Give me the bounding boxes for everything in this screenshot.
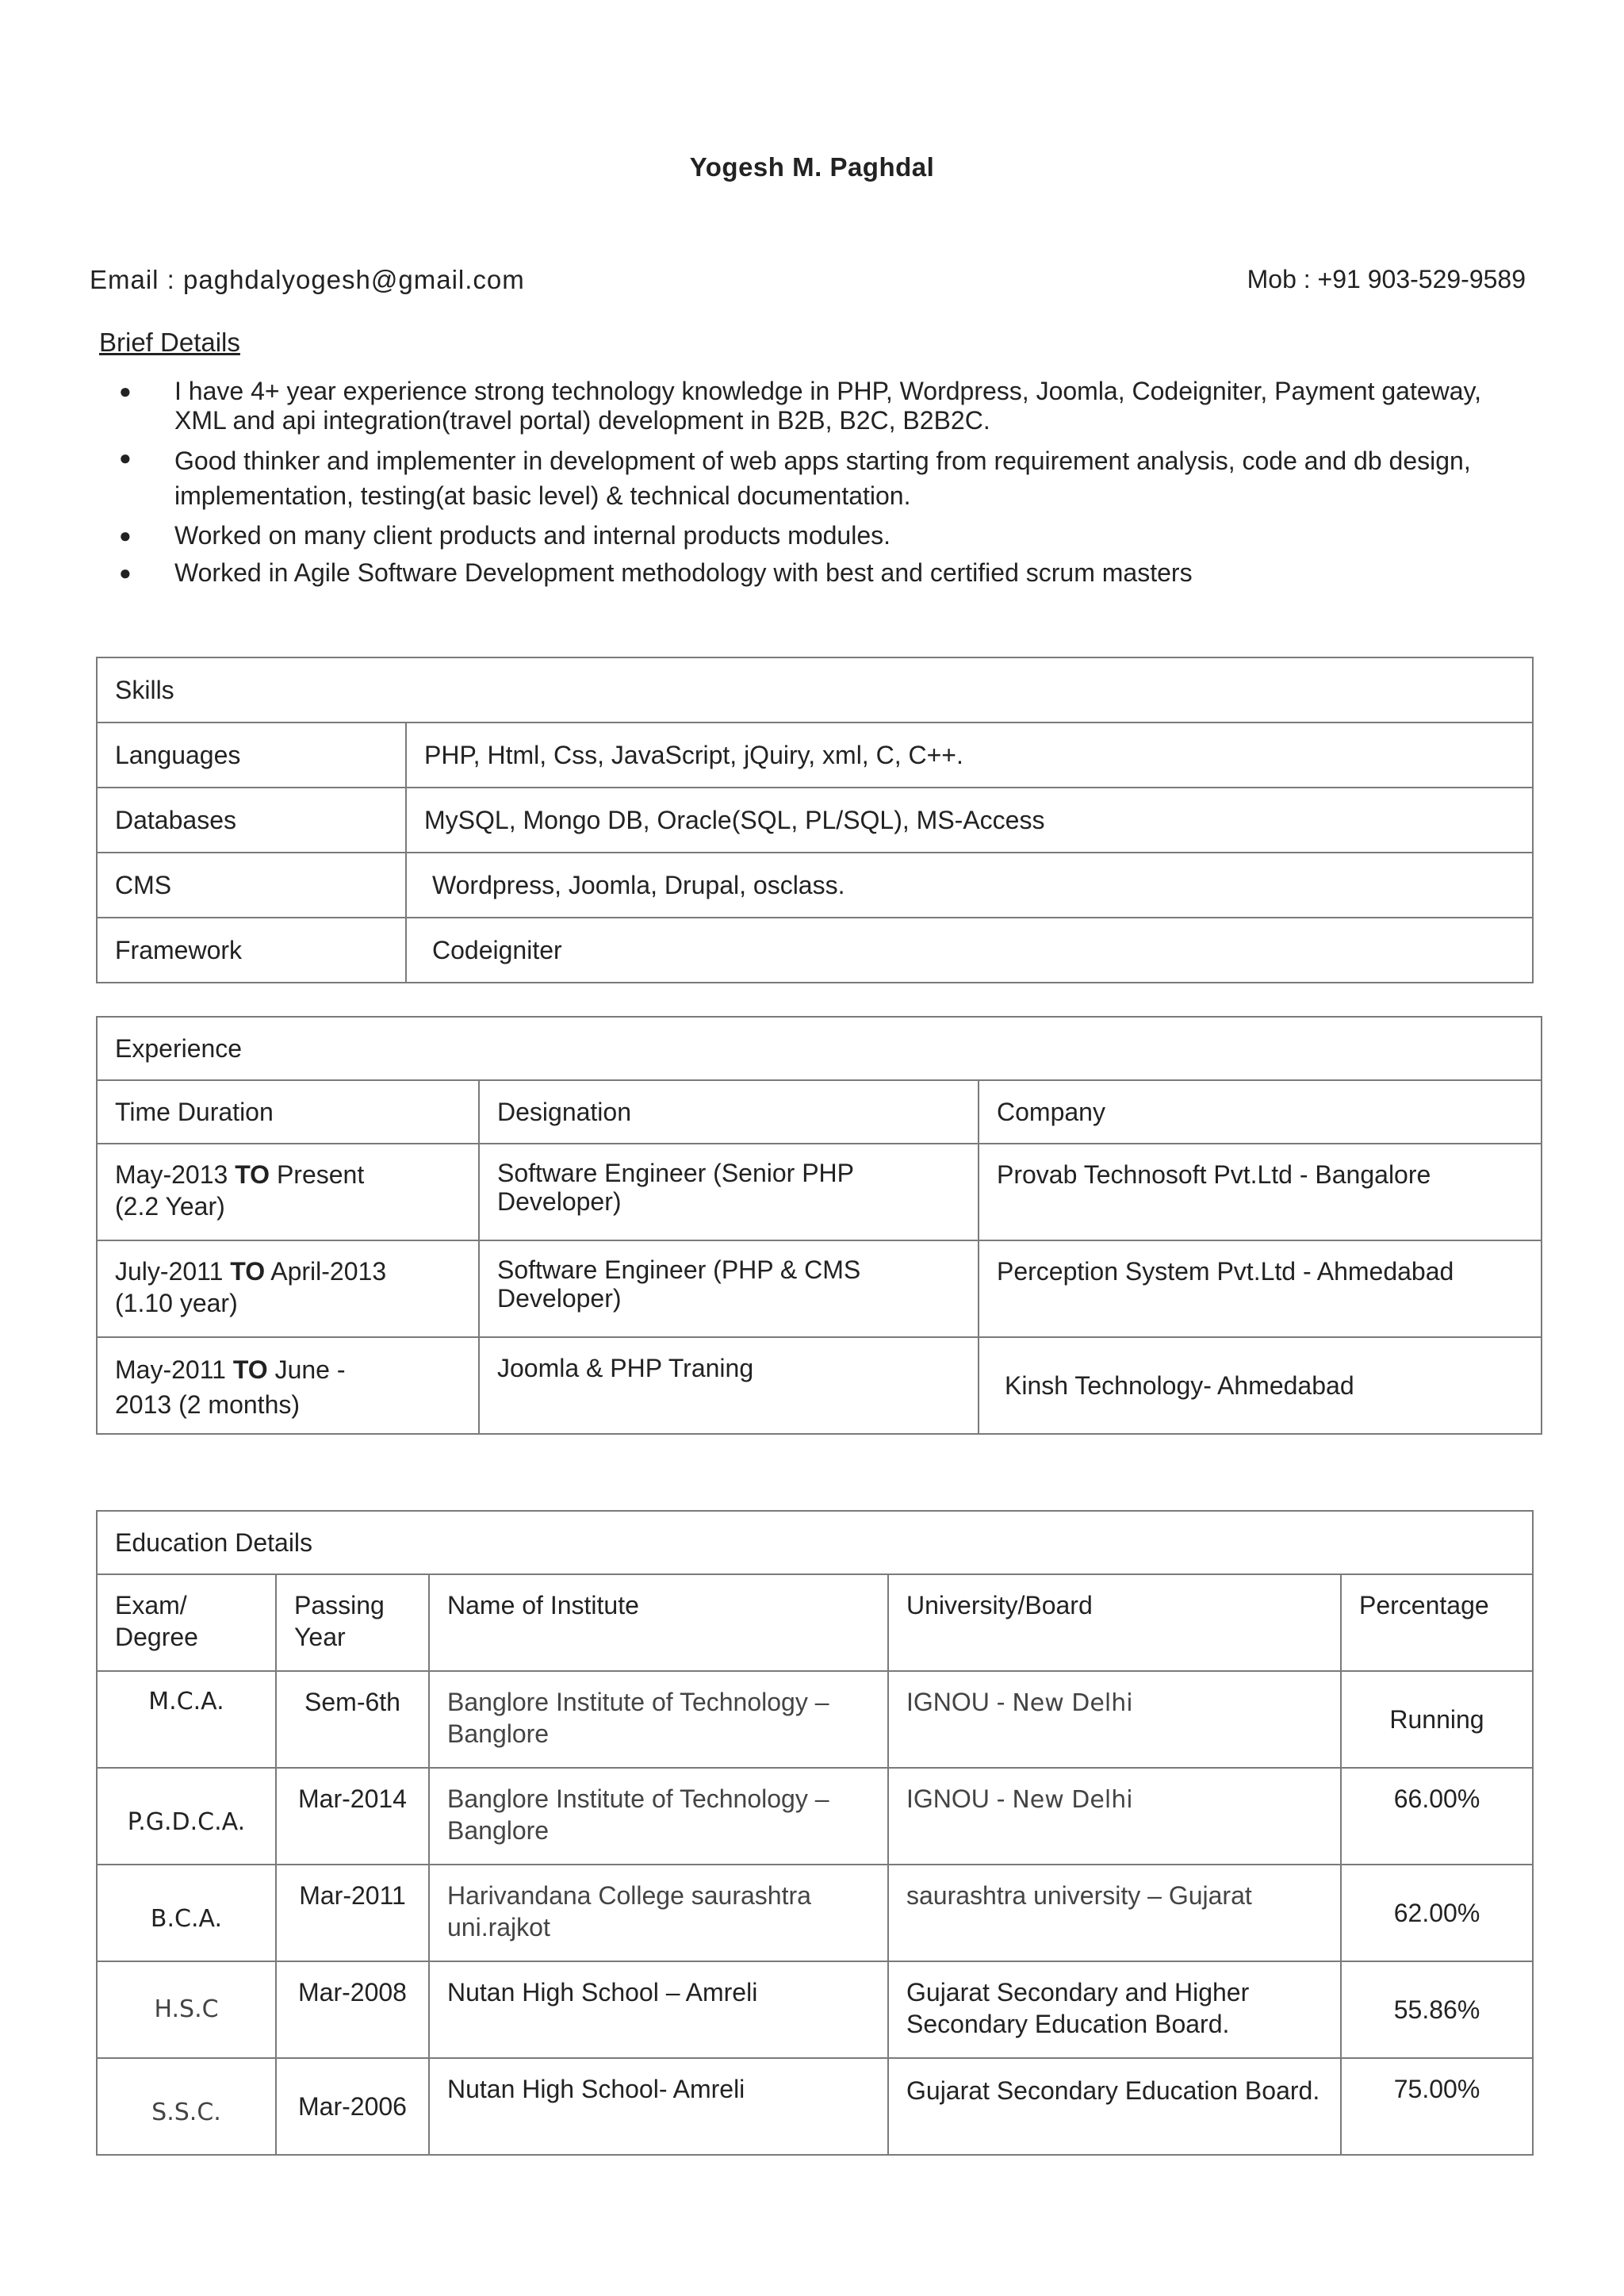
exam-cell: B.C.A. <box>97 1865 276 1961</box>
year-cell: Mar-2011 <box>276 1865 429 1961</box>
skill-value: MySQL, Mongo DB, Oracle(SQL, PL/SQL), MS-Access <box>406 788 1533 853</box>
time-duration-cell: May-2013 TO Present (2.2 Year) <box>97 1144 479 1240</box>
board-cell: IGNOU - New Delhi <box>888 1671 1341 1768</box>
year-cell: Mar-2008 <box>276 1961 429 2058</box>
table-row <box>97 1511 1533 1574</box>
table-row <box>97 1865 1533 1961</box>
designation-cell: Software Engineer (Senior PHP Developer) <box>479 1144 979 1240</box>
year-cell: Sem-6th <box>276 1671 429 1768</box>
table-row <box>97 1337 1542 1434</box>
list-item: ● I have 4+ year experience strong technology knowledge in PHP, Wordpress, Joomla, Codeigniter, Payment gateway, XML and api integration(travel portal) development in B2B, B2C, B2B2C. <box>119 377 1482 435</box>
designation-cell: Software Engineer (PHP & CMS Developer) <box>479 1240 979 1337</box>
skill-value: PHP, Html, Css, JavaScript, jQuiry, xml, C, C++. <box>406 723 1533 788</box>
table-row <box>97 657 1533 723</box>
education-heading: Education Details <box>97 1511 1533 1574</box>
skill-label: Framework <box>97 918 406 983</box>
institute-cell: Banglore Institute of Technology – Banglore <box>429 1671 888 1768</box>
skill-label: Databases <box>97 788 406 853</box>
company-cell: Kinsh Technology- Ahmedabad <box>979 1337 1542 1434</box>
percentage-cell: 75.00% <box>1341 2058 1533 2155</box>
table-row <box>97 1961 1533 2058</box>
board-cell: Gujarat Secondary and Higher Secondary Education Board. <box>888 1961 1341 2058</box>
table-row <box>97 2058 1533 2155</box>
table-row <box>97 1574 1533 1671</box>
board-cell: saurashtra university – Gujarat <box>888 1865 1341 1961</box>
institute-cell: Banglore Institute of Technology –Banglore <box>429 1768 888 1865</box>
percentage-cell: Running <box>1341 1671 1533 1768</box>
table-row <box>97 788 1533 853</box>
brief-details-list <box>119 377 1538 596</box>
table-row <box>97 1768 1533 1865</box>
exam-cell: M.C.A. <box>97 1671 276 1768</box>
percentage-cell: 66.00% <box>1341 1768 1533 1865</box>
experience-heading: Experience <box>97 1017 1542 1080</box>
experience-table <box>96 1016 1542 1435</box>
column-header: Percentage <box>1341 1574 1533 1671</box>
board-cell: IGNOU - New Delhi <box>888 1768 1341 1865</box>
education-table <box>96 1510 1534 2156</box>
company-cell: Provab Technosoft Pvt.Ltd - Bangalore <box>979 1144 1542 1240</box>
column-header: Time Duration <box>97 1080 479 1144</box>
percentage-cell: 55.86% <box>1341 1961 1533 2058</box>
column-header: Designation <box>479 1080 979 1144</box>
column-header: Exam/ Degree <box>97 1574 276 1671</box>
institute-cell: Nutan High School- Amreli <box>429 2058 888 2155</box>
list-item: ● Worked on many client products and internal products modules. <box>119 521 891 550</box>
board-cell: Gujarat Secondary Education Board. <box>888 2058 1341 2155</box>
designation-cell: Joomla & PHP Traning <box>479 1337 979 1434</box>
company-cell: Perception System Pvt.Ltd - Ahmedabad <box>979 1240 1542 1337</box>
table-row <box>97 1144 1542 1240</box>
table-row <box>97 723 1533 788</box>
exam-cell: S.S.C. <box>97 2058 276 2155</box>
skills-table <box>96 657 1534 983</box>
percentage-cell: 62.00% <box>1341 1865 1533 1961</box>
column-header: Name of Institute <box>429 1574 888 1671</box>
table-row <box>97 918 1533 983</box>
time-duration-cell: July-2011 TO April-2013 (1.10 year) <box>97 1240 479 1337</box>
list-item: ● Good thinker and implementer in development of web apps starting from requirement analysis, code and db design, implementation, testing(at basic level) & technical documentation. <box>119 443 1538 513</box>
list-item: ● Worked in Agile Software Development methodology with best and certified scrum masters <box>119 558 1193 587</box>
institute-cell: Harivandana College saurashtra uni.rajkot <box>429 1865 888 1961</box>
table-row <box>97 853 1533 918</box>
column-header: University/Board <box>888 1574 1341 1671</box>
year-cell: Mar-2006 <box>276 2058 429 2155</box>
institute-cell: Nutan High School – Amreli <box>429 1961 888 2058</box>
mobile-line: Mob : +91 903-529-9589 <box>1247 265 1526 293</box>
skill-value: Codeigniter <box>406 918 1533 983</box>
bullet-icon: ● <box>119 561 132 585</box>
exam-cell: P.G.D.C.A. <box>97 1768 276 1865</box>
skill-label: CMS <box>97 853 406 918</box>
exam-cell: H.S.C <box>97 1961 276 2058</box>
brief-details-heading: Brief Details <box>99 328 240 357</box>
column-header: Passing Year <box>276 1574 429 1671</box>
bullet-icon: ● <box>119 446 132 470</box>
year-cell: Mar-2014 <box>276 1768 429 1865</box>
skills-heading: Skills <box>97 657 1533 723</box>
table-row <box>97 1240 1542 1337</box>
table-row <box>97 1671 1533 1768</box>
email-line: Email : paghdalyogesh@gmail.com <box>90 265 525 294</box>
bullet-icon: ● <box>119 523 132 547</box>
time-duration-cell: May-2011 TO June - 2013 (2 months) <box>97 1337 479 1434</box>
skill-value: Wordpress, Joomla, Drupal, osclass. <box>406 853 1533 918</box>
candidate-name: Yogesh M. Paghdal <box>689 152 935 182</box>
table-row <box>97 1017 1542 1080</box>
skill-label: Languages <box>97 723 406 788</box>
column-header: Company <box>979 1080 1542 1144</box>
bullet-icon: ● <box>119 379 132 403</box>
table-row <box>97 1080 1542 1144</box>
